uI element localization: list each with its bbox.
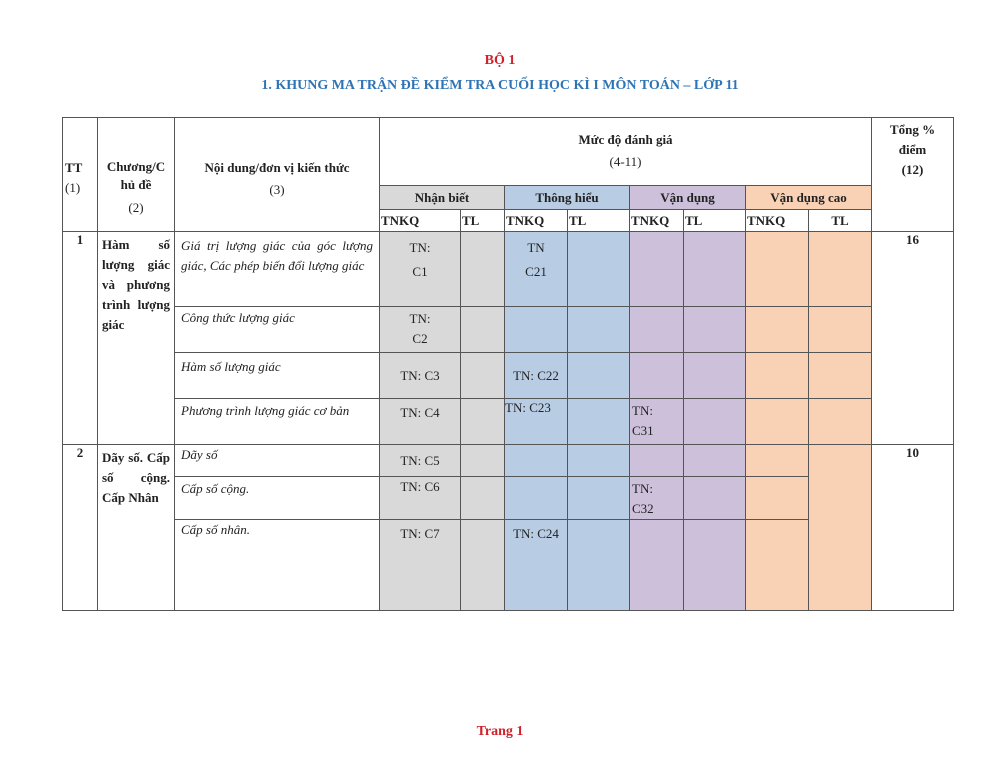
cell-vdc-tnkq	[746, 399, 809, 445]
header-level	[380, 118, 872, 186]
page-title: 1. KHUNG MA TRẬN ĐỀ KIỂM TRA CUỐI HỌC KÌ I MÔN TOÁN – LỚP 11	[261, 78, 739, 93]
subcol-tnkq: TNKQ	[746, 210, 809, 232]
matrix-table	[62, 117, 954, 611]
cell-vdc-tnkq	[746, 445, 809, 477]
cell-nb-tl	[461, 399, 505, 445]
cell-th-tnkq: TN: C22	[505, 353, 568, 399]
cell-th-tnkq: TN: C24	[505, 520, 568, 611]
subcol-tnkq: TNKQ	[630, 210, 684, 232]
cell-vd-tnkq: TN: C31	[630, 399, 684, 445]
cell-th-tnkq: TN: C23	[505, 399, 568, 445]
cell-vd-tl	[684, 399, 746, 445]
subcol-tnkq: TNKQ	[380, 210, 461, 232]
header-content-label: Nội dung/đơn vị kiến thức	[204, 160, 350, 175]
subcol-tl: TL	[568, 210, 630, 232]
row-total: 10	[872, 445, 954, 611]
subcol-tl: TL	[461, 210, 505, 232]
subcol-tl: TL	[809, 210, 872, 232]
cell-th-tnkq	[505, 445, 568, 477]
header-total	[872, 118, 954, 232]
header-tt-num: (1)	[65, 180, 81, 195]
cell-nb-tnkq: TN: C6	[380, 477, 461, 520]
cell-nb-tl	[461, 477, 505, 520]
level-thong-hieu: Thông hiểu	[505, 186, 630, 210]
table-row	[63, 307, 954, 353]
header-tt-label: TT	[65, 160, 83, 175]
cell-vd-tl	[684, 307, 746, 353]
cell-vd-tl	[684, 477, 746, 520]
cell-vdc-tnkq	[746, 232, 809, 307]
row-tt: 1	[63, 232, 98, 445]
cell-th-tl	[568, 445, 630, 477]
cell-th-tl	[568, 399, 630, 445]
cell-nb-tnkq: TN: C3	[380, 353, 461, 399]
cell-nb-tl	[461, 307, 505, 353]
page-number: Trang 1	[476, 724, 524, 739]
header-level-num: (4-11)	[609, 154, 642, 169]
table-row	[63, 232, 954, 307]
cell-vd-tnkq	[630, 307, 684, 353]
row-chapter: Hàm số lượng giác và phương trình lượng giác	[98, 232, 175, 445]
header-total-label: Tổng % điểm	[889, 122, 936, 157]
subcol-tnkq: TNKQ	[505, 210, 568, 232]
cell-th-tl	[568, 520, 630, 611]
cell-vdc-tl	[809, 232, 872, 307]
level-van-dung: Vận dụng	[630, 186, 746, 210]
cell-th-tnkq: TN C21	[505, 232, 568, 307]
row-topic: Cấp số nhân.	[175, 520, 380, 611]
row-topic: Công thức lượng giác	[175, 307, 380, 353]
cell-vdc-tnkq	[746, 353, 809, 399]
cell-vd-tnkq	[630, 232, 684, 307]
cell-vd-tnkq	[630, 445, 684, 477]
header-chapter-num: (2)	[128, 200, 144, 215]
cell-vd-tnkq	[630, 520, 684, 611]
header-level-label: Mức độ đánh giá	[578, 132, 673, 147]
cell-vd-tl	[684, 353, 746, 399]
header-total-num: (12)	[901, 162, 924, 177]
cell-vd-tnkq	[630, 353, 684, 399]
row-tt: 2	[63, 445, 98, 611]
header-content-num: (3)	[269, 182, 285, 197]
cell-nb-tnkq: TN: C1	[380, 232, 461, 307]
cell-th-tl	[568, 307, 630, 353]
cell-th-tl	[568, 353, 630, 399]
table-row	[63, 353, 954, 399]
level-nhan-biet: Nhận biết	[380, 186, 505, 210]
cell-vd-tnkq: TN: C32	[630, 477, 684, 520]
header-content	[175, 118, 380, 232]
cell-vdc-tnkq	[746, 307, 809, 353]
cell-nb-tnkq: TN: C7	[380, 520, 461, 611]
subcol-tl: TL	[684, 210, 746, 232]
row-topic: Cấp số cộng.	[175, 477, 380, 520]
cell-vd-tl	[684, 520, 746, 611]
cell-nb-tnkq: TN: C2	[380, 307, 461, 353]
row-topic: Hàm số lượng giác	[175, 353, 380, 399]
header-chapter-label: Chương/C hủ đề	[106, 159, 166, 192]
cell-vd-tl	[684, 232, 746, 307]
cell-vdc-tl	[809, 445, 872, 611]
cell-vdc-tl	[809, 353, 872, 399]
cell-th-tnkq	[505, 477, 568, 520]
table-row	[63, 399, 954, 445]
cell-nb-tnkq: TN: C4	[380, 399, 461, 445]
cell-th-tl	[568, 232, 630, 307]
cell-vdc-tnkq	[746, 477, 809, 520]
cell-nb-tl	[461, 232, 505, 307]
cell-nb-tl	[461, 445, 505, 477]
cell-nb-tl	[461, 353, 505, 399]
header-tt	[63, 118, 98, 232]
row-chapter: Dãy số. Cấp số cộng. Cấp Nhân	[98, 445, 175, 611]
cell-th-tl	[568, 477, 630, 520]
header-chapter	[98, 118, 175, 232]
row-total: 16	[872, 232, 954, 445]
row-topic: Dãy số	[175, 445, 380, 477]
cell-nb-tnkq: TN: C5	[380, 445, 461, 477]
cell-vdc-tl	[809, 399, 872, 445]
level-van-dung-cao: Vận dụng cao	[746, 186, 872, 210]
cell-nb-tl	[461, 520, 505, 611]
row-topic: Phương trình lượng giác cơ bản	[175, 399, 380, 445]
cell-vdc-tnkq	[746, 520, 809, 611]
cell-th-tnkq	[505, 307, 568, 353]
cell-vd-tl	[684, 445, 746, 477]
row-topic: Giá trị lượng giác của góc lượng giác, Các phép biến đổi lượng giác	[175, 232, 380, 307]
cell-vdc-tl	[809, 307, 872, 353]
table-row	[63, 445, 954, 477]
set-label: BỘ 1	[484, 53, 516, 68]
